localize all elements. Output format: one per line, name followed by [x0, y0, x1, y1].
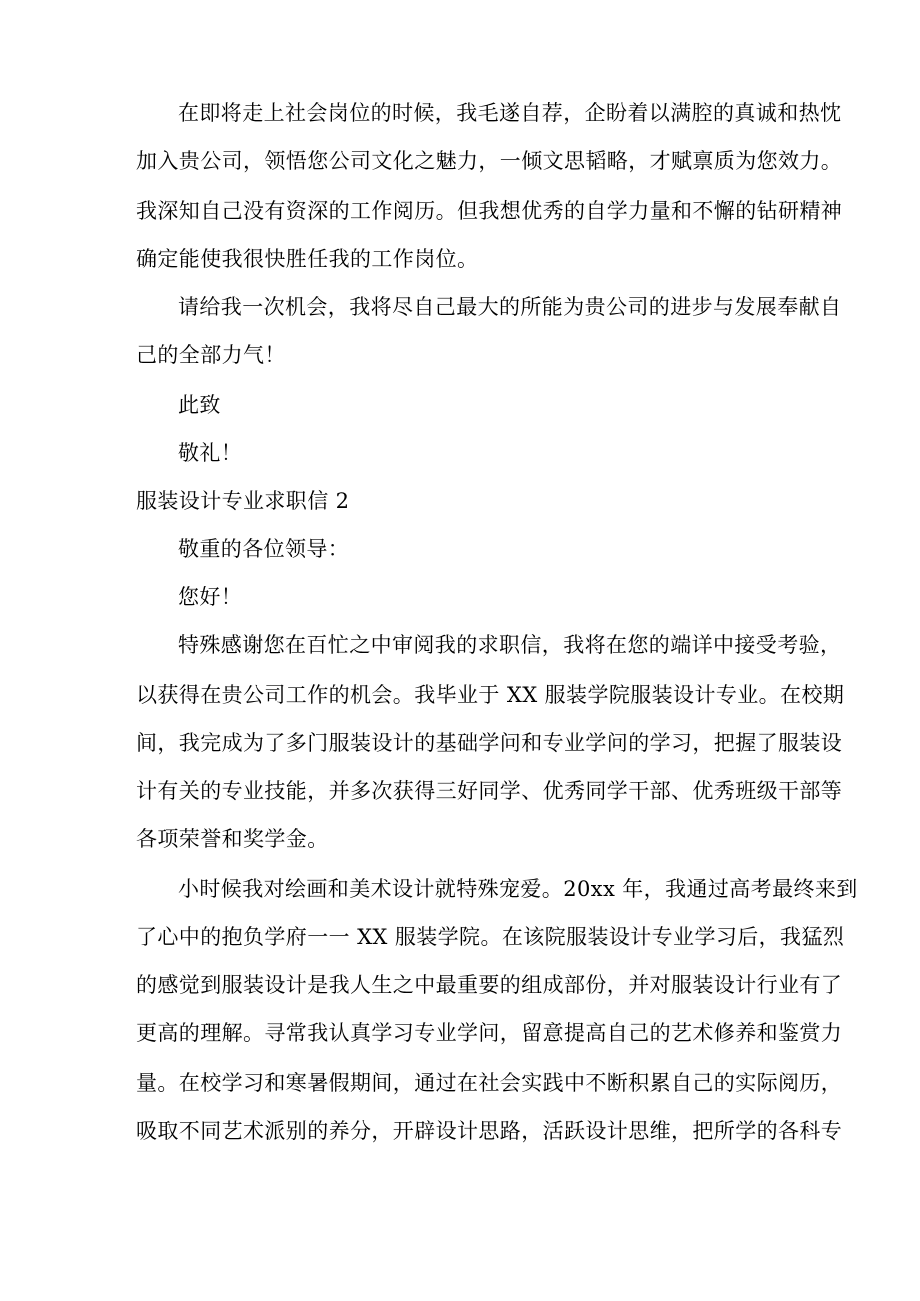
text-line: 己的全部力气！: [136, 343, 286, 367]
text-line: 加入贵公司，领悟您公司文化之魅力，一倾文思韬略，才赋禀质为您效力。: [136, 149, 843, 173]
closing-line: 敬礼！: [178, 441, 243, 465]
text-line: 各项荣誉和奖学金。: [136, 827, 329, 851]
text-line: 特殊感谢您在百忙之中审阅我的求职信，我将在您的端详中接受考验，: [178, 633, 842, 657]
closing-line: 此致: [178, 393, 221, 417]
greeting: 您好！: [178, 585, 243, 609]
text-line: 在即将走上社会岗位的时候，我毛遂自荐，企盼着以满腔的真诚和热忱: [178, 101, 842, 125]
text-line: 确定能使我很快胜任我的工作岗位。: [136, 247, 479, 271]
section-heading: 服装设计专业求职信 2: [136, 489, 350, 513]
text-line: 了心中的抱负学府一一 XX 服装学院。在该院服装设计专业学习后，我猛烈: [136, 925, 845, 949]
text-line: 的感觉到服装设计是我人生之中最重要的组成部份，并对服装设计行业有了: [136, 973, 843, 997]
text-line: 以获得在贵公司工作的机会。我毕业于 XX 服装学院服装设计专业。在校期: [136, 683, 845, 707]
salutation: 敬重的各位领导：: [178, 537, 350, 561]
text-line: 更高的理解。寻常我认真学习专业学问，留意提高自己的艺术修养和鉴赏力: [136, 1021, 843, 1045]
text-line: 量。在校学习和寒暑假期间，通过在社会实践中不断积累自己的实际阅历，: [136, 1071, 843, 1095]
text-line: 小时候我对绘画和美术设计就特殊宠爱。20xx 年，我通过高考最终来到: [178, 877, 858, 901]
text-line: 间，我完成为了多门服装设计的基础学问和专业学问的学习，把握了服装设: [136, 731, 843, 755]
text-line: 请给我一次机会，我将尽自己最大的所能为贵公司的进步与发展奉献自: [178, 295, 842, 319]
text-line: 我深知自己没有资深的工作阅历。但我想优秀的自学力量和不懈的钻研精神: [136, 199, 843, 223]
text-line: 计有关的专业技能，并多次获得三好同学、优秀同学干部、优秀班级干部等: [136, 779, 843, 803]
text-line: 吸取不同艺术派别的养分，开辟设计思路，活跃设计思维，把所学的各科专: [136, 1119, 843, 1143]
